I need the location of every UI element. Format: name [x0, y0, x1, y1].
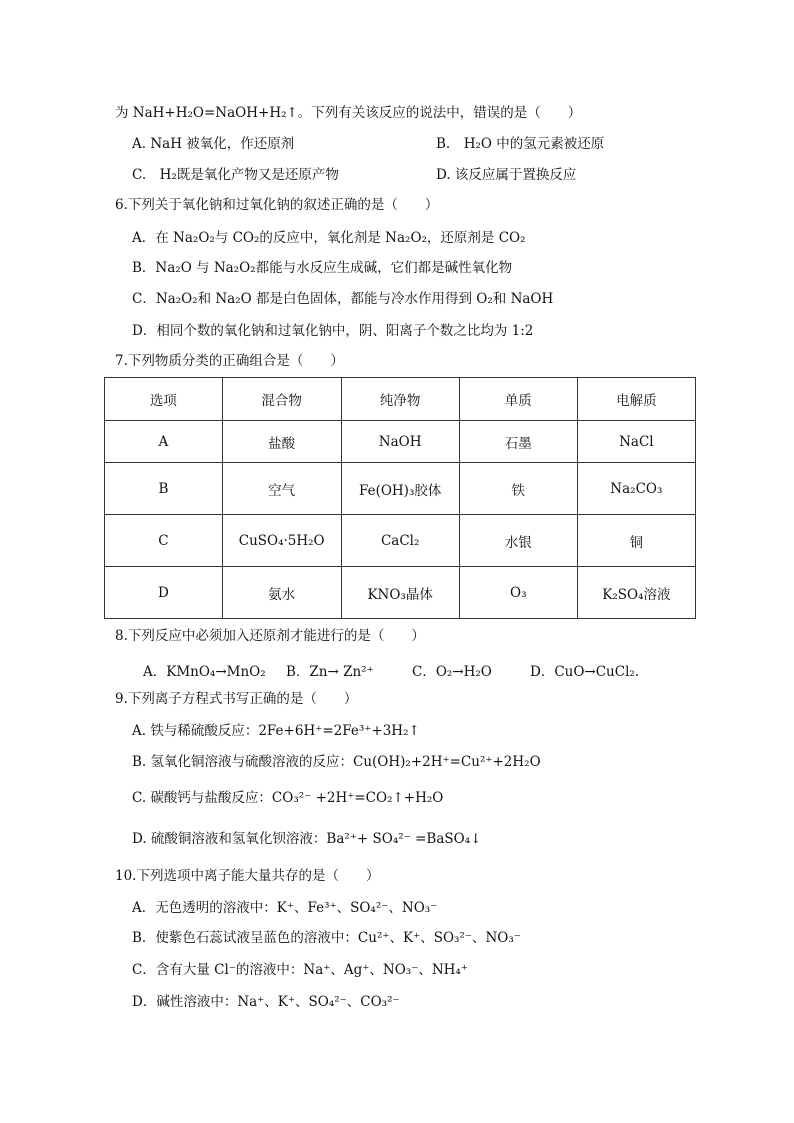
- table-cell: 石墨: [459, 421, 577, 463]
- question-5-stem: 为 NaH+H₂O=NaOH+H₂↑。下列有关该反应的说法中，错误的是（ ）: [115, 105, 582, 121]
- classification-table: [104, 377, 696, 619]
- table-row: [105, 515, 696, 567]
- table-header-cell: 纯净物: [341, 378, 459, 421]
- q9-option-b: B. 氢氧化铜溶液与硫酸溶液的反应：Cu(OH)₂+2H⁺=Cu²⁺+2H₂O: [132, 754, 541, 770]
- q5-option-c: C. H₂既是氧化产物又是还原产物: [132, 167, 339, 183]
- table-cell: Na₂CO₃: [577, 463, 695, 515]
- question-10-stem: 10.下列选项中离子能大量共存的是（ ）: [115, 868, 380, 884]
- table-row: [105, 463, 696, 515]
- q8-option-a: A．KMnO₄→MnO₂: [143, 664, 266, 680]
- q10-option-c: C．含有大量 Cl⁻的溶液中：Na⁺、Ag⁺、NO₃⁻、NH₄⁺: [132, 962, 468, 978]
- table-cell: A: [105, 421, 223, 463]
- table-cell: 铁: [459, 463, 577, 515]
- q10-option-d: D．碱性溶液中：Na⁺、K⁺、SO₄²⁻、CO₃²⁻: [132, 994, 400, 1010]
- table-header-cell: 混合物: [222, 378, 341, 421]
- q8-option-d: D．CuO→CuCl₂.: [530, 664, 640, 680]
- table-header-cell: 选项: [105, 378, 223, 421]
- q8-option-b: B．Zn→ Zn²⁺: [286, 664, 374, 680]
- question-9-stem: 9.下列离子方程式书写正确的是（ ）: [115, 691, 358, 707]
- q9-option-d: D. 硫酸铜溶液和氢氧化钡溶液：Ba²⁺+ SO₄²⁻ =BaSO₄↓: [132, 831, 482, 847]
- table-cell: B: [105, 463, 223, 515]
- table-cell: Fe(OH)₃胶体: [341, 463, 459, 515]
- q8-option-c: C．O₂→H₂O: [412, 664, 492, 680]
- table-cell: C: [105, 515, 223, 567]
- table-cell: 水银: [459, 515, 577, 567]
- table-header-cell: 电解质: [577, 378, 695, 421]
- table-cell: NaOH: [341, 421, 459, 463]
- table-cell: CuSO₄·5H₂O: [222, 515, 341, 567]
- q6-option-a: A．在 Na₂O₂与 CO₂的反应中，氧化剂是 Na₂O₂，还原剂是 CO₂: [132, 230, 526, 246]
- table-cell: 氨水: [222, 567, 341, 619]
- q9-option-c: C. 碳酸钙与盐酸反应：CO₃²⁻ +2H⁺=CO₂↑+H₂O: [132, 790, 444, 806]
- table-cell: KNO₃晶体: [341, 567, 459, 619]
- table-cell: 空气: [222, 463, 341, 515]
- table-cell: D: [105, 567, 223, 619]
- q10-option-b: B．使紫色石蕊试液呈蓝色的溶液中：Cu²⁺、K⁺、SO₃²⁻、NO₃⁻: [132, 930, 521, 946]
- q5-option-d: D. 该反应属于置换反应: [436, 167, 577, 183]
- table-cell: O₃: [459, 567, 577, 619]
- table-row: [105, 421, 696, 463]
- table-row: [105, 567, 696, 619]
- question-7-stem: 7.下列物质分类的正确组合是（ ）: [115, 353, 344, 369]
- q9-option-a: A. 铁与稀硫酸反应：2Fe+6H⁺=2Fe³⁺+3H₂↑: [132, 723, 420, 739]
- table-cell: CaCl₂: [341, 515, 459, 567]
- table-header-cell: 单质: [459, 378, 577, 421]
- q6-option-b: B．Na₂O 与 Na₂O₂都能与水反应生成碱，它们都是碱性氧化物: [132, 260, 513, 276]
- q6-option-c: C．Na₂O₂和 Na₂O 都是白色固体，都能与冷水作用得到 O₂和 NaOH: [132, 291, 554, 307]
- table-header-row: [105, 378, 696, 421]
- q6-option-d: D．相同个数的氧化钠和过氧化钠中，阴、阳离子个数之比均为 1:2: [132, 323, 534, 339]
- table-cell: NaCl: [577, 421, 695, 463]
- q5-option-a: A. NaH 被氧化，作还原剂: [132, 136, 295, 152]
- table-cell: 铜: [577, 515, 695, 567]
- question-8-stem: 8.下列反应中必须加入还原剂才能进行的是（ ）: [115, 628, 425, 644]
- table-cell: 盐酸: [222, 421, 341, 463]
- q5-option-b: B. H₂O 中的氢元素被还原: [436, 136, 605, 152]
- table-cell: K₂SO₄溶液: [577, 567, 695, 619]
- q10-option-a: A．无色透明的溶液中：K⁺、Fe³⁺、SO₄²⁻、NO₃⁻: [132, 900, 438, 916]
- question-6-stem: 6.下列关于氧化钠和过氧化钠的叙述正确的是（ ）: [115, 197, 439, 213]
